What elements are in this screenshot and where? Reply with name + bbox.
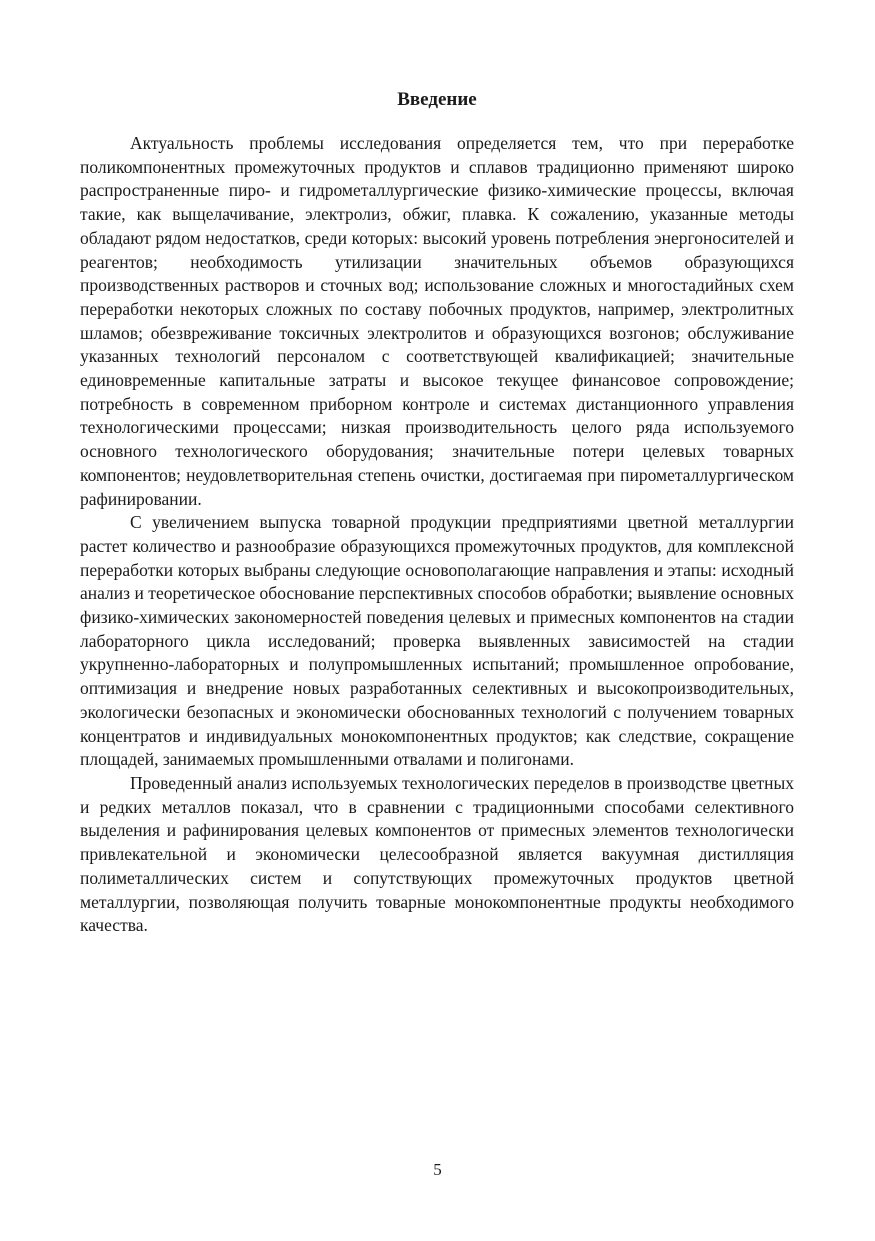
paragraph-3: Проведенный анализ используемых технологических переделов в производстве цветных и редких металлов показал, что в сравнении с традиционными способами селективного выделения и рафинирования целевых компонентов от примесных элементов технологически привлекательной и экономически целесообразной является вакуумная дистилляция полиметаллических систем и сопутствующих промежуточных продуктов цветной металлургии, позволяющая получить товарные монокомпонентные продукты необходимого качества. xyxy=(80,772,794,936)
paragraph-1: Актуальность проблемы исследования определяется тем, что при переработке поликомпонентных промежуточных продуктов и сплавов традиционно применяют широко распространенные пиро- и гидрометаллургические физико-химические процессы, включая такие, как выщелачивание, электролиз, обжиг, плавка. К сожалению, указанные методы обладают рядом недостатков, среди которых: высокий уровень потребления энергоносителей и реагентов; необходимость утилизации значительных объемов образующихся производственных растворов и сточных вод; использование сложных и многостадийных схем переработки некоторых сложных по составу побочных продуктов, например, электролитных шламов; обезвреживание токсичных электролитов и образующихся возгонов; обслуживание указанных технологий персоналом с соответствующей квалификацией; значительные единовременные капитальные затраты и высокое текущее финансовое сопровождение; потребность в современном приборном контроле и системах дистанционного управления технологическими процессами; низкая производительность целого ряда используемого основного технологического оборудования; значительные потери целевых товарных компонентов; неудовлетворительная степень очистки, достигаемая при пирометаллургическом рафинировании. xyxy=(80,133,794,509)
document-page xyxy=(80,88,794,938)
section-title: Введение xyxy=(397,89,477,110)
page-number: 5 xyxy=(433,1160,442,1179)
paragraph-2: С увеличением выпуска товарной продукции предприятиями цветной металлургии растет количество и разнообразие образующихся промежуточных продуктов, для комплексной переработки которых выбраны следующие основополагающие направления и этапы: исходный анализ и теоретическое обоснование перспективных способов обработки; выявление основных физико-химических закономерностей поведения целевых и примесных компонентов на стадии лабораторного цикла исследований; проверка выявленных зависимостей на стадии укрупненно-лабораторных и полупромышленных испытаний; промышленное опробование, оптимизация и внедрение новых разработанных селективных и высокопроизводительных, экологически безопасных и экономически обоснованных технологий с получением товарных концентратов и индивидуальных монокомпонентных продуктов; как следствие, сокращение площадей, занимаемых промышленными отвалами и полигонами. xyxy=(80,512,794,770)
